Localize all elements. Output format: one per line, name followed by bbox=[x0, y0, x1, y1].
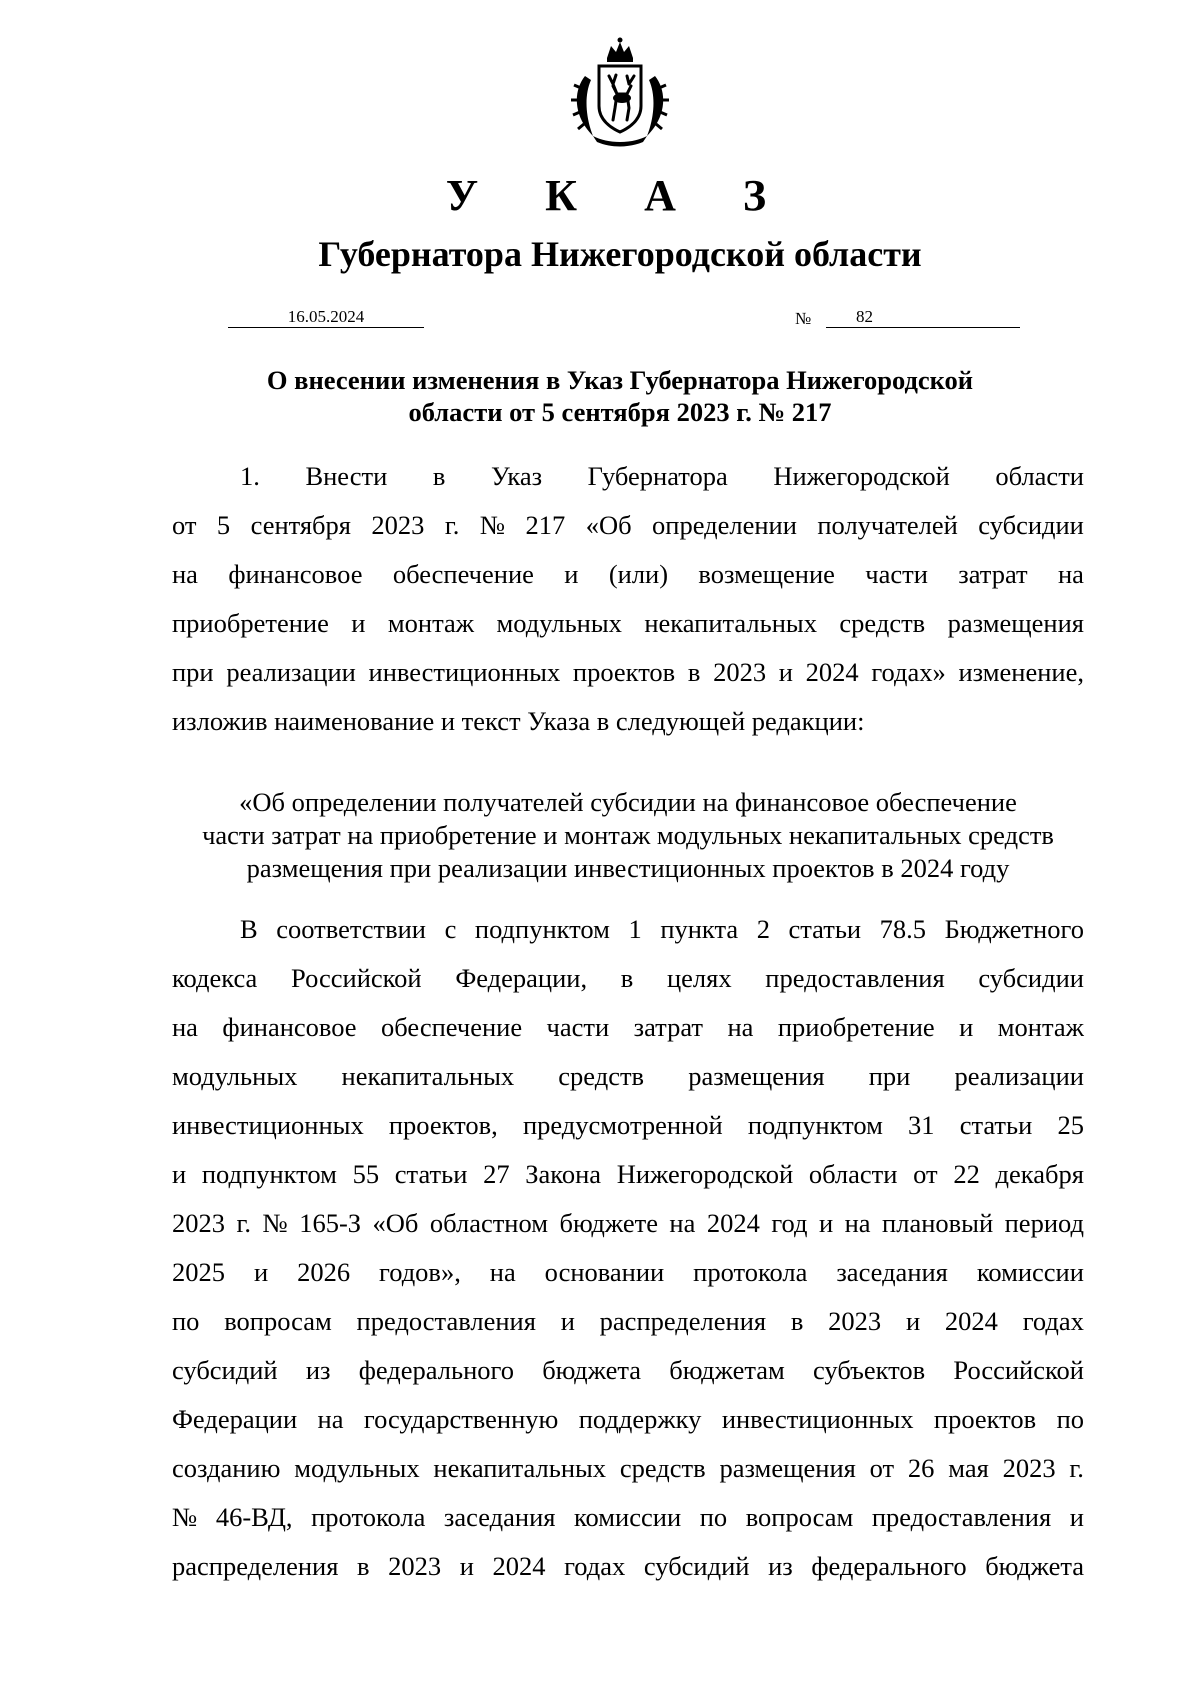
paragraph-line: при реализации инвестиционных проектов в 2023 и 2024 годах» изменение, bbox=[172, 657, 1084, 687]
number-label: № bbox=[795, 309, 812, 328]
quoted-title bbox=[172, 786, 1084, 885]
document-date: 16.05.2024 bbox=[228, 307, 424, 328]
document-number: 82 bbox=[856, 307, 873, 326]
issuer-title: Губернатора Нижегородской области bbox=[318, 234, 922, 274]
paragraph-line: № 46-ВД, протокола заседания комиссии по вопросам предоставления и bbox=[172, 1502, 1084, 1532]
paragraph-line: от 5 сентября 2023 г. № 217 «Об определении получателей субсидии bbox=[172, 510, 1084, 540]
document-type-title: У К А З bbox=[445, 171, 795, 220]
document-number-field bbox=[826, 307, 1020, 328]
paragraph-2 bbox=[172, 905, 1084, 1591]
paragraph-line: 2023 г. № 165-З «Об областном бюджете на 2024 год и на плановый период bbox=[172, 1208, 1084, 1238]
quoted-title-line: части затрат на приобретение и монтаж модульных некапитальных средств bbox=[202, 820, 1054, 850]
paragraph-line: инвестиционных проектов, предусмотренной подпунктом 31 статьи 25 bbox=[172, 1110, 1084, 1140]
paragraph-line: созданию модульных некапитальных средств размещения от 26 мая 2023 г. bbox=[172, 1453, 1084, 1483]
coat-of-arms-icon bbox=[563, 36, 677, 150]
paragraph-line: приобретение и монтаж модульных некапитальных средств размещения bbox=[172, 608, 1084, 638]
quoted-title-line: размещения при реализации инвестиционных проектов в 2024 году bbox=[246, 853, 1010, 883]
paragraph-line: изложив наименование и текст Указа в следующей редакции: bbox=[172, 706, 865, 736]
paragraph-line: модульных некапитальных средств размещения при реализации bbox=[172, 1061, 1084, 1091]
paragraph-line: распределения в 2023 и 2024 годах субсидий из федерального бюджета bbox=[172, 1551, 1084, 1581]
paragraph-line: Федерации на государственную поддержку инвестиционных проектов по bbox=[172, 1404, 1084, 1434]
paragraph-line: на финансовое обеспечение части затрат на приобретение и монтаж bbox=[172, 1012, 1084, 1042]
paragraph-line: 1. Внести в Указ Губернатора Нижегородской области bbox=[240, 461, 1084, 491]
paragraph-line: В соответствии с подпунктом 1 пункта 2 статьи 78.5 Бюджетного bbox=[240, 914, 1084, 944]
paragraph-1 bbox=[172, 452, 1084, 746]
paragraph-line: и подпунктом 55 статьи 27 Закона Нижегородской области от 22 декабря bbox=[172, 1159, 1084, 1189]
subject-line: области от 5 сентября 2023 г. № 217 bbox=[408, 397, 832, 427]
paragraph-line: 2025 и 2026 годов», на основании протокола заседания комиссии bbox=[172, 1257, 1084, 1287]
paragraph-line: кодекса Российской Федерации, в целях предоставления субсидии bbox=[172, 963, 1084, 993]
document-subject bbox=[170, 364, 1070, 428]
subject-line: О внесении изменения в Указ Губернатора Нижегородской bbox=[266, 365, 974, 395]
paragraph-line: на финансовое обеспечение и (или) возмещение части затрат на bbox=[172, 559, 1084, 589]
paragraph-line: по вопросам предоставления и распределения в 2023 и 2024 годах bbox=[172, 1306, 1084, 1336]
paragraph-line: субсидий из федерального бюджета бюджетам субъектов Российской bbox=[172, 1355, 1084, 1385]
quoted-title-line: «Об определении получателей субсидии на финансовое обеспечение bbox=[239, 787, 1017, 817]
